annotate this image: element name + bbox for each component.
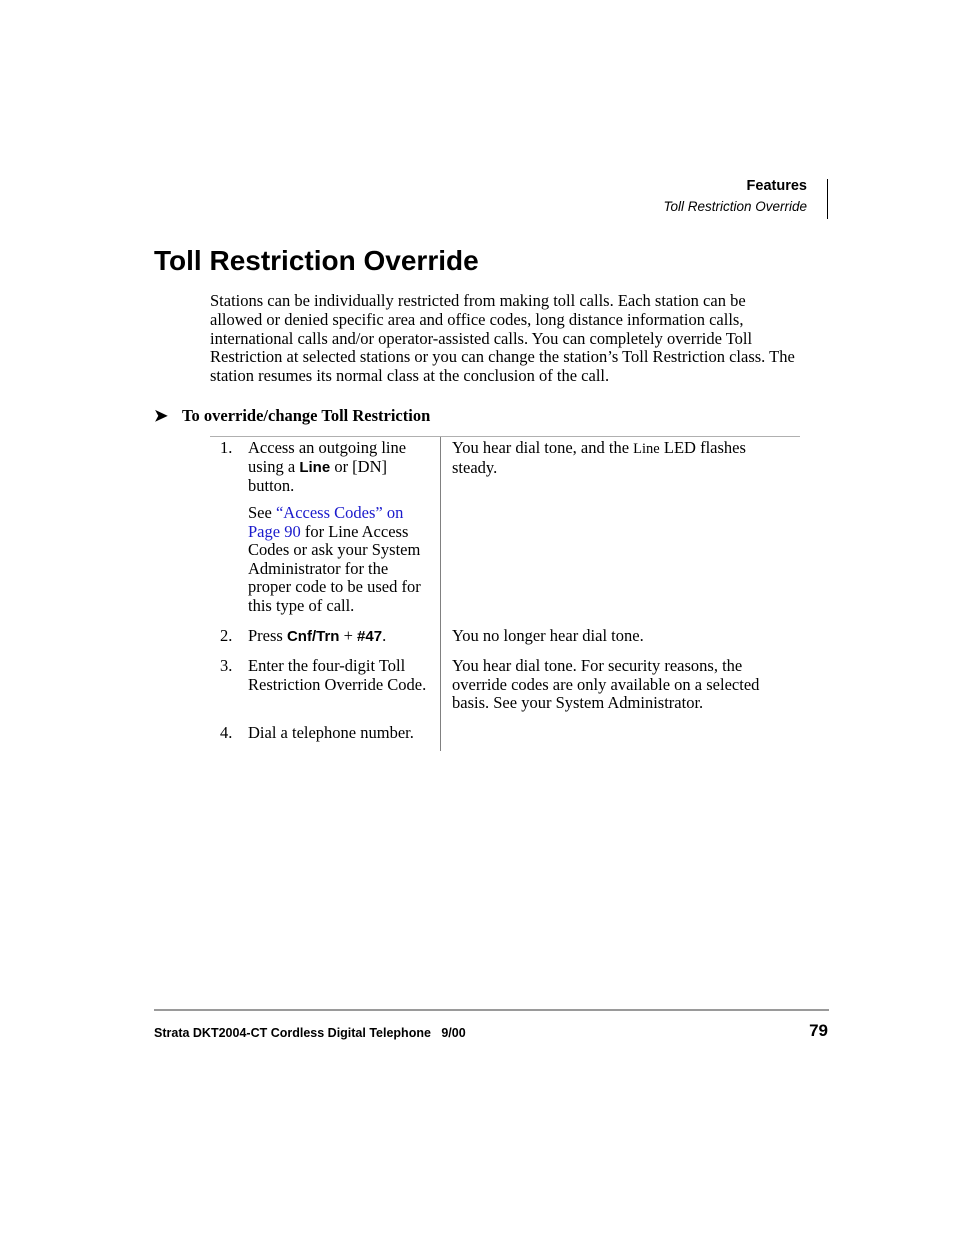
- access-codes-link[interactable]: “Access Codes” on Page 90: [248, 503, 404, 541]
- footer-text: Strata DKT2004-CT Cordless Digital Telephone 9/00: [154, 1026, 466, 1040]
- cnf-trn-key: Cnf/Trn: [286, 628, 340, 645]
- step-number: 3.: [220, 656, 233, 675]
- step-result: You no longer hear dial tone.: [452, 626, 644, 645]
- step-result: You hear dial tone. For security reasons, the override codes are only available on a selected basis. See your System Administrator.: [452, 656, 760, 713]
- step-number: 2.: [220, 626, 233, 645]
- step-action: Enter the four-digit Toll Restriction Override Code.: [248, 656, 427, 694]
- step-action: Access an outgoing line using a Line or [DN] button.: [248, 438, 407, 496]
- intro-paragraph: Stations can be individually restricted from making toll calls. Each station can be allowed or denied specific area and office codes, long distance information calls, international calls and/or operator-assisted calls. You can completely override Toll Restriction at selected stations or you can change the station’s Toll Restriction class. The station resumes its normal class at the conclusion of the call.: [210, 291, 795, 386]
- page-number: 79: [809, 1021, 828, 1040]
- code-key: #47: [357, 628, 383, 645]
- header-section: Features: [746, 178, 807, 194]
- steps-column-rule: [440, 437, 441, 751]
- line-key: Line: [299, 458, 331, 476]
- page-title: Toll Restriction Override: [154, 245, 479, 276]
- step-note: See “Access Codes” on Page 90 for Line Access Codes or ask your System Administrator for the proper code to be used for this type of call.: [248, 503, 421, 615]
- arrow-icon: ➤: [154, 406, 168, 425]
- header-rule: [827, 179, 828, 219]
- procedure-heading: [154, 405, 430, 427]
- step-number: 4.: [220, 723, 233, 742]
- step-number: 1.: [220, 438, 233, 457]
- procedure-heading-text: To override/change Toll Restriction: [182, 406, 431, 425]
- header-subsection: Toll Restriction Override: [663, 199, 807, 214]
- step-action: Press Cnf/Trn + #47.: [248, 626, 387, 645]
- steps-top-rule: [210, 436, 800, 437]
- running-header: [663, 176, 817, 218]
- footer-rule: [154, 1009, 829, 1011]
- step-action: Dial a telephone number.: [248, 723, 414, 742]
- step-result: You hear dial tone, and the Line LED flashes steady.: [452, 438, 746, 477]
